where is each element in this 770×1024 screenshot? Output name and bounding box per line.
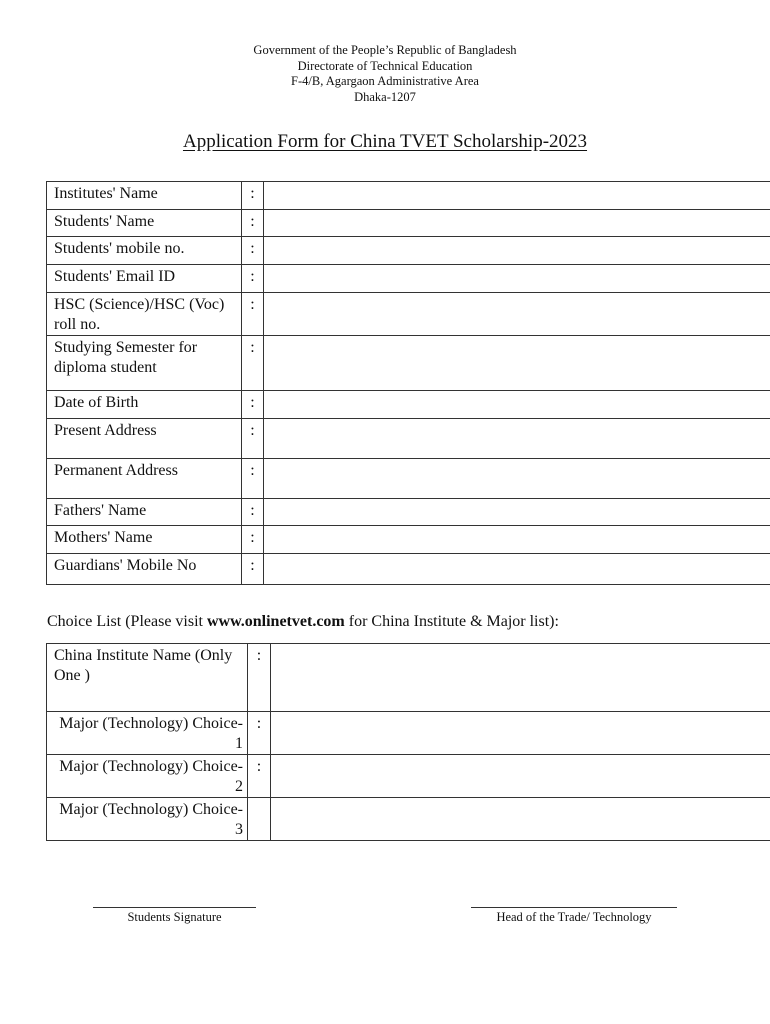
row-label: Students' Name [47, 210, 242, 237]
letterhead-line-3: F-4/B, Agargaon Administrative Area [291, 74, 479, 88]
hsc-roll-field[interactable] [264, 293, 770, 336]
form-row [47, 391, 770, 419]
date-of-birth-field[interactable] [264, 391, 770, 419]
row-label: Present Address [47, 419, 242, 459]
letterhead-line-2: Directorate of Technical Education [297, 58, 473, 73]
present-address-field[interactable] [264, 419, 770, 459]
row-colon: : [242, 419, 264, 459]
form-row [47, 554, 770, 585]
choice-label: Major (Technology) Choice-1 [47, 712, 248, 755]
china-institute-field[interactable] [271, 644, 770, 712]
form-title: Application Form for China TVET Scholarship-2023 [182, 131, 588, 152]
students-mobile-field[interactable] [264, 237, 770, 265]
row-label: Mothers' Name [47, 526, 242, 554]
applicant-info-table [46, 181, 770, 585]
studying-semester-field[interactable] [264, 336, 770, 391]
form-row [47, 499, 770, 526]
row-colon: : [242, 210, 264, 237]
form-row [47, 237, 770, 265]
form-row [47, 293, 770, 336]
students-name-field[interactable] [264, 210, 770, 237]
row-colon: : [242, 459, 264, 499]
major-choice-3-field[interactable] [271, 798, 770, 841]
form-row [47, 459, 770, 499]
major-choice-1-field[interactable] [271, 712, 770, 755]
row-label: Guardians' Mobile No [47, 554, 242, 585]
row-colon: : [242, 237, 264, 265]
head-signature-block [471, 907, 677, 925]
major-choice-2-field[interactable] [271, 755, 770, 798]
row-colon: : [242, 499, 264, 526]
row-colon: : [248, 755, 271, 798]
form-row [47, 336, 770, 391]
choice-row [47, 755, 770, 798]
mothers-name-field[interactable] [264, 526, 770, 554]
row-colon: : [242, 265, 264, 293]
form-row [47, 419, 770, 459]
form-row [47, 526, 770, 554]
row-label: HSC (Science)/HSC (Voc) roll no. [47, 293, 242, 336]
guardians-mobile-field[interactable] [264, 554, 770, 585]
letterhead-line-1: Government of the People’s Republic of Bangladesh [253, 43, 517, 57]
institutes-name-field[interactable] [264, 182, 770, 210]
choice-label: China Institute Name (Only One ) [47, 644, 248, 712]
row-label: Students' mobile no. [47, 237, 242, 265]
row-label: Permanent Address [47, 459, 242, 499]
choice-label: Major (Technology) Choice-2 [47, 755, 248, 798]
onlinetvet-link[interactable]: www.onlinetvet.com [206, 613, 345, 630]
form-row [47, 210, 770, 237]
row-colon [248, 798, 271, 841]
letterhead-line-4: Dhaka-1207 [354, 89, 416, 104]
head-signature-label: Head of the Trade/ Technology [496, 910, 652, 924]
row-colon: : [242, 182, 264, 210]
choice-table [46, 643, 770, 841]
row-colon: : [248, 644, 271, 712]
row-colon: : [242, 391, 264, 419]
form-row [47, 182, 770, 210]
row-colon: : [248, 712, 271, 755]
row-colon: : [242, 526, 264, 554]
choice-row [47, 712, 770, 755]
row-label: Institutes' Name [47, 182, 242, 210]
form-row [47, 265, 770, 293]
students-email-field[interactable] [264, 265, 770, 293]
fathers-name-field[interactable] [264, 499, 770, 526]
choice-row [47, 644, 770, 712]
row-colon: : [242, 293, 264, 336]
row-colon: : [242, 336, 264, 391]
choice-row [47, 798, 770, 841]
row-colon: : [242, 554, 264, 585]
student-signature-label: Students Signature [127, 910, 222, 924]
row-label: Date of Birth [47, 391, 242, 419]
choice-list-heading: Choice List (Please visit www.onlinetvet.com for China Institute & Major list): [47, 613, 559, 630]
signature-line[interactable] [471, 907, 677, 908]
row-label: Students' Email ID [47, 265, 242, 293]
student-signature-block [93, 907, 256, 925]
signature-line[interactable] [93, 907, 256, 908]
choice-label: Major (Technology) Choice-3 [47, 798, 248, 841]
row-label: Studying Semester for diploma student [47, 336, 242, 391]
row-label: Fathers' Name [47, 499, 242, 526]
permanent-address-field[interactable] [264, 459, 770, 499]
letterhead [0, 43, 770, 105]
